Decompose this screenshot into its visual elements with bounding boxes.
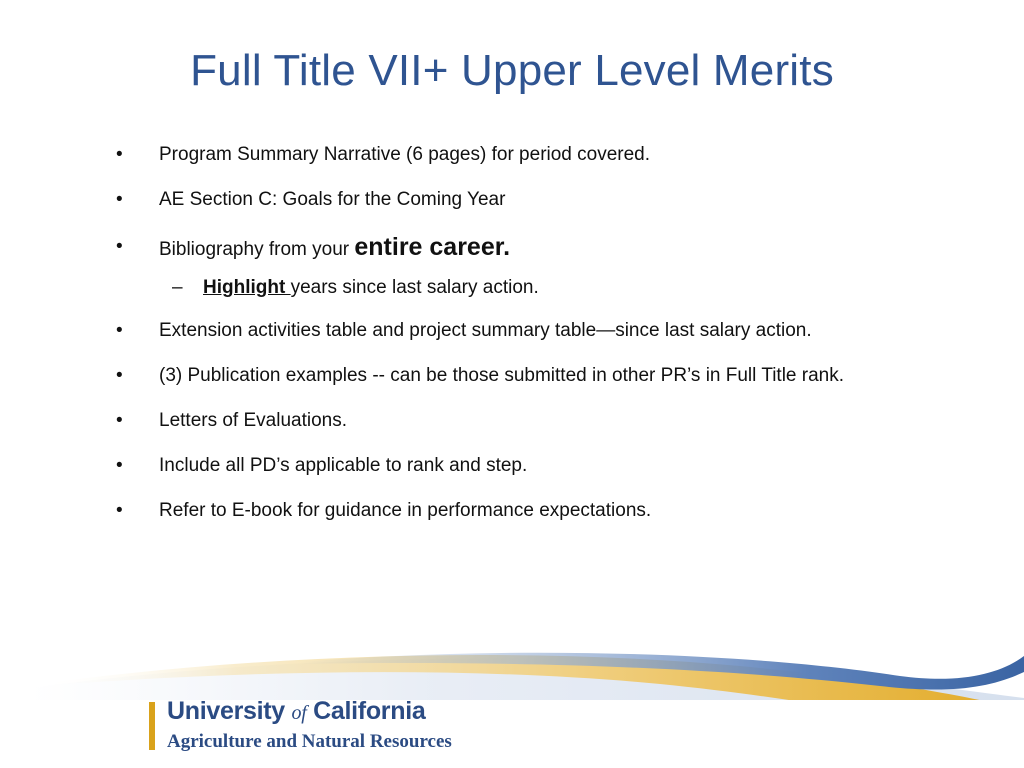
bullet-icon: • [116,320,123,341]
list-item [116,227,916,270]
emphasis-text: entire career. [354,233,511,261]
bullet-list [116,137,916,538]
sub-bullet-text: years since last salary action. [290,277,539,298]
sub-list-item [116,273,916,303]
bullet-icon: • [116,236,123,257]
bullet-icon: • [116,455,123,476]
list-item [116,493,916,529]
university-logo [167,697,425,726]
bullet-icon: • [116,144,123,165]
bullet-icon: • [116,189,123,210]
list-item [116,448,916,484]
bullet-text: Program Summary Narrative (6 pages) for period covered. [159,144,651,165]
bullet-icon: • [116,365,123,386]
bullet-text: Refer to E-book for guidance in performance expectations. [159,500,652,521]
bullet-text: Extension activities table and project summary table—since last salary action. [159,320,812,341]
logo-text-university: University [167,697,292,725]
logo-text-of: of [291,702,307,724]
logo-accent-bar [149,702,155,750]
list-item [116,358,916,394]
logo-text-california: California [306,697,426,725]
highlight-text: Highlight [203,277,291,298]
list-item [116,403,916,439]
bullet-text: Letters of Evaluations. [159,410,347,431]
slide-title: Full Title VII+ Upper Level Merits [190,46,834,95]
bullet-text: (3) Publication examples -- can be those submitted in other PR’s in Full Title rank. [159,365,845,386]
bullet-text: Include all PD’s applicable to rank and step. [159,455,528,476]
list-item [116,137,916,173]
bullet-icon: • [116,500,123,521]
dash-icon: – [172,277,183,298]
list-item [116,313,916,349]
bullet-icon: • [116,410,123,431]
bullet-text: Bibliography from your [159,239,355,260]
logo-subtitle: Agriculture and Natural Resources [167,731,452,752]
bullet-text: AE Section C: Goals for the Coming Year [159,189,506,210]
list-item [116,182,916,218]
